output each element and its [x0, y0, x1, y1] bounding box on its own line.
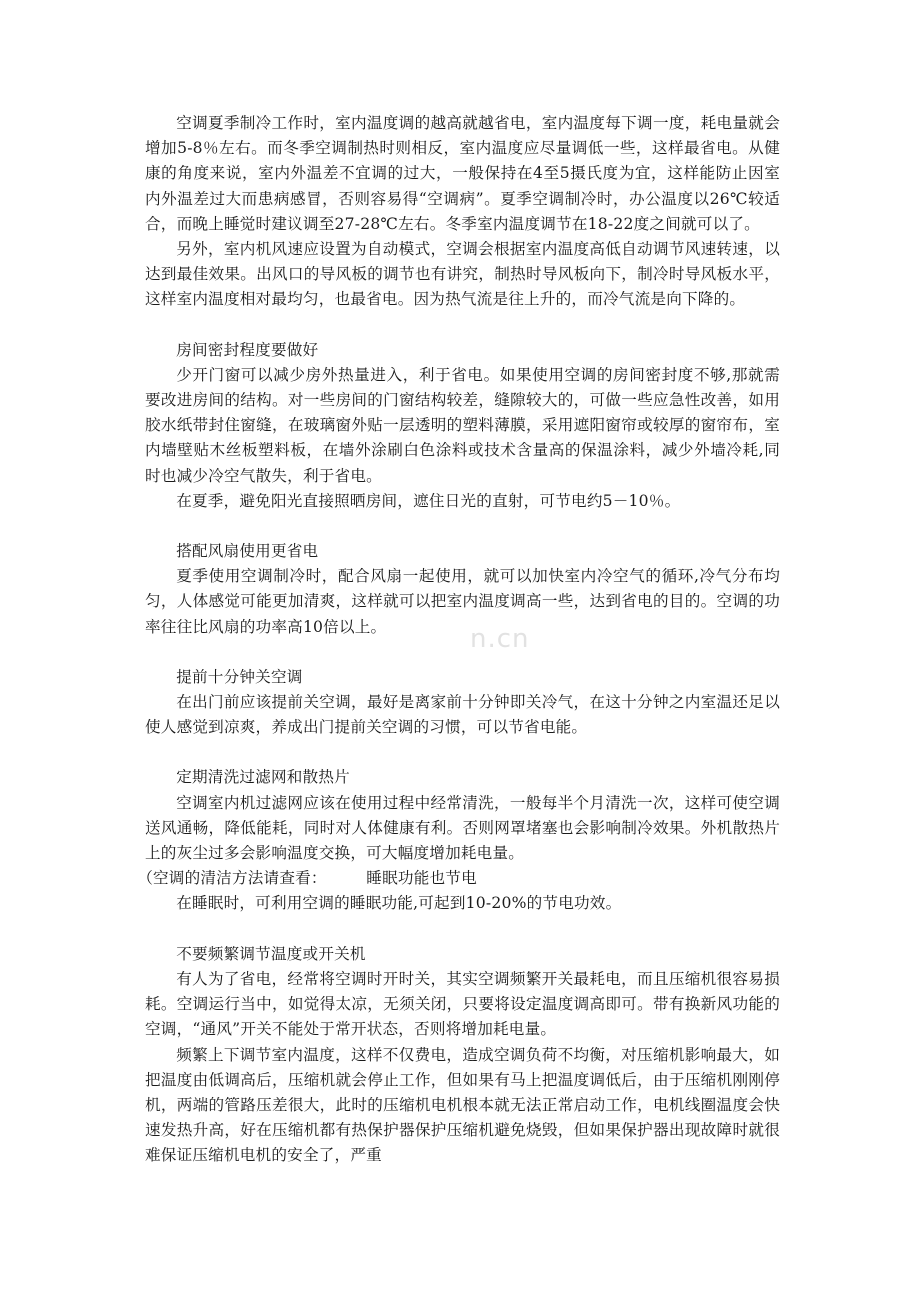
- paragraph: 有人为了省电，经常将空调时开时关，其实空调频繁开关最耗电，而且压缩机很容易损耗。空调运行当中，如觉得太凉，无须关闭，只要将设定温度调高即可。带有换新风功能的空调，“通风”开关不能处于常开状态，否则将增加耗电量。: [145, 969, 780, 1039]
- document-body: [137, 111, 780, 1169]
- watermark: n.cn: [470, 624, 530, 654]
- paragraph: 在夏季，避免阳光直接照晒房间，遮住日光的直射，可节电约5－10％。: [176, 491, 681, 510]
- section-heading: 定期清洗过滤网和散热片: [176, 768, 350, 787]
- paragraph: 另外，室内机风速应设置为自动模式，空调会根据室内温度高低自动调节风速转速，以达到最佳效果。出风口的导风板的调节也有讲究，制热时导风板向下，制冷时导风板水平，这样室内温度相对最均匀，也最省电。因为热气流是往上升的，而冷气流是向下降的。: [145, 240, 780, 309]
- section-heading: 提前十分钟关空调: [176, 667, 303, 686]
- paragraph: （空调的清洁方法请查看： 睡眠功能也节电: [137, 869, 477, 888]
- paragraph: 少开门窗可以减少房外热量进入，利于省电。如果使用空调的房间密封度不够,那就需要改进房间的结构。对一些房间的门窗结构较差，缝隙较大的，可做一些应急性改善，如用胶水纸带封住窗缝，在玻璃窗外贴一层透明的塑料薄膜，采用遮阳窗帘或较厚的窗帘布，室内墙壁贴木丝板塑料板，在墙外涂刷白色涂料或技术含量高的保温涂料，减少外墙冷耗,同时也减少冷空气散失，利于省电。: [145, 365, 780, 485]
- section-heading: 不要频繁调节温度或开关机: [176, 944, 366, 963]
- paragraph: 夏季使用空调制冷时，配合风扇一起使用，就可以加快室内冷空气的循环,冷气分布均匀，人体感觉可能更加清爽，这样就可以把室内温度调高一些，达到省电的目的。空调的功率往往比风扇的功率高10倍以上。: [145, 567, 780, 636]
- paragraph: 频繁上下调节室内温度，这样不仅费电，造成空调负荷不均衡，对压缩机影响最大，如把温度由低调高后，压缩机就会停止工作，但如果有马上把温度调低后，由于压缩机刚刚停机，两端的管路压差很大，此时的压缩机电机根本就无法正常启动工作，电机线圈温度会快速发热升高，好在压缩机都有热保护器保护压缩机避免烧毁，但如果保护器出现故障时就很难保证压缩机电机的安全了，严重: [145, 1045, 780, 1165]
- paragraph: 空调室内机过滤网应该在使用过程中经常清洗，一般每半个月清洗一次，这样可使空调送风通畅，降低能耗，同时对人体健康有利。否则网罩堵塞也会影响制冷效果。外机散热片上的灰尘过多会影响温度交换，可大幅度增加耗电量。: [145, 793, 780, 863]
- paragraph: 在出门前应该提前关空调，最好是离家前十分钟即关冷气，在这十分钟之内室温还足以使人感觉到凉爽，养成出门提前关空调的习惯，可以节省电能。: [145, 693, 780, 737]
- section-heading: 房间密封程度要做好: [176, 340, 319, 359]
- paragraph: 空调夏季制冷工作时，室内温度调的越高就越省电，室内温度每下调一度，耗电量就会增加5-8％左右。而冬季空调制热时则相反，室内温度应尽量调低一些，这样最省电。从健康的角度来说，室内外温差不宜调的过大，一般保持在4至5摄氏度为宜，这样能防止因室内外温差过大而患病感冒，否则容易得“空调病”。夏季空调制冷时，办公温度以26℃较适合，而晚上睡觉时建议调至27-28℃左右。冬季室内温度调节在18-22度之间就可以了。: [145, 114, 780, 233]
- section-heading: 搭配风扇使用更省电: [176, 542, 319, 561]
- paragraph: 在睡眠时，可利用空调的睡眠功能,可起到10-20%的节电功效。: [176, 894, 622, 913]
